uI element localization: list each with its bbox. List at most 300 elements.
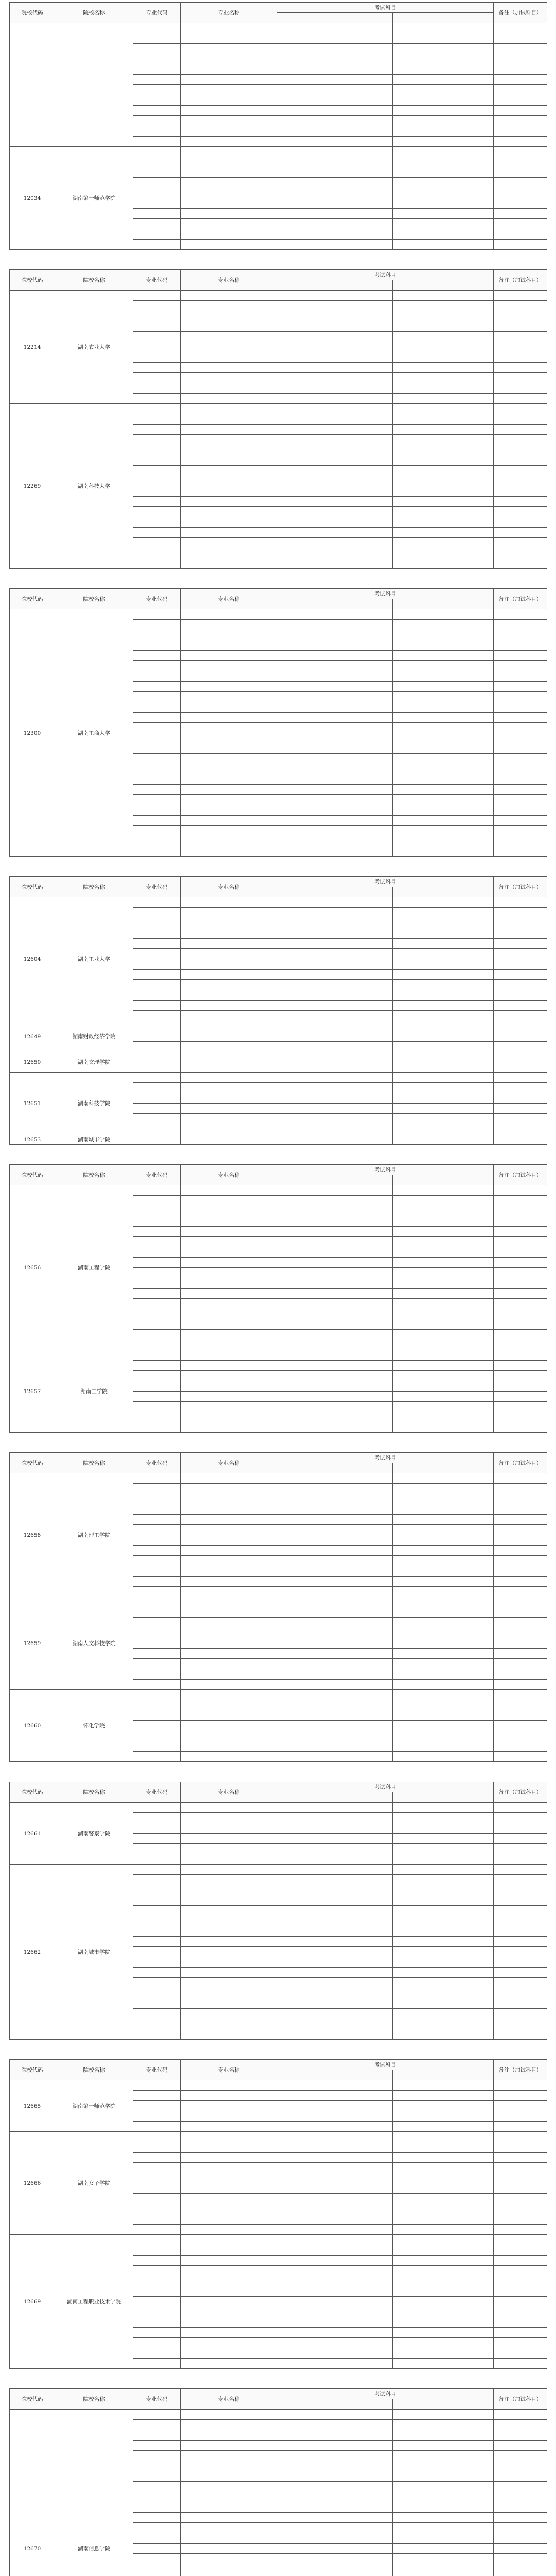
table-cell bbox=[181, 1484, 277, 1494]
table-cell bbox=[494, 1299, 547, 1309]
table-cell bbox=[181, 2245, 277, 2256]
table-cell bbox=[393, 671, 494, 682]
table-cell bbox=[494, 980, 547, 990]
header-major-code: 专业代码 bbox=[133, 3, 181, 23]
table-cell bbox=[494, 1021, 547, 1031]
header-subject-a bbox=[277, 1175, 335, 1185]
table-cell bbox=[181, 2142, 277, 2153]
table-cell bbox=[181, 908, 277, 918]
table-cell bbox=[181, 2153, 277, 2163]
table-cell bbox=[335, 2009, 393, 2019]
table-cell bbox=[277, 1834, 335, 1844]
table-cell bbox=[181, 1968, 277, 1978]
admissions-table bbox=[9, 1452, 547, 1762]
table-cell bbox=[335, 2554, 393, 2564]
table-cell bbox=[494, 1535, 547, 1546]
table-row bbox=[10, 1690, 547, 1700]
table-cell bbox=[133, 692, 181, 702]
table-cell bbox=[277, 2554, 335, 2564]
table-cell bbox=[133, 1124, 181, 1134]
table-cell bbox=[277, 692, 335, 702]
table-cell bbox=[494, 75, 547, 85]
table-cell bbox=[133, 188, 181, 198]
table-cell bbox=[181, 64, 277, 75]
header-college-name: 院校名称 bbox=[55, 270, 133, 291]
table-cell bbox=[494, 209, 547, 219]
table-cell bbox=[393, 486, 494, 497]
table-cell bbox=[335, 1566, 393, 1577]
college-name-cell: 湖南农业大学 bbox=[55, 291, 133, 404]
header-remark: 备注（加试科目） bbox=[494, 589, 547, 609]
college-code-cell: 12662 bbox=[10, 1865, 55, 2040]
table-cell bbox=[277, 1073, 335, 1083]
table-cell bbox=[181, 1268, 277, 1278]
table-cell bbox=[133, 1937, 181, 1947]
table-cell bbox=[393, 240, 494, 250]
table-cell bbox=[393, 785, 494, 795]
table-cell bbox=[181, 2513, 277, 2523]
table-cell bbox=[494, 445, 547, 455]
table-cell bbox=[277, 1823, 335, 1834]
table-cell bbox=[494, 2317, 547, 2328]
table-cell bbox=[277, 2153, 335, 2163]
admissions-table bbox=[9, 588, 547, 857]
header-major-name: 专业名称 bbox=[181, 589, 277, 609]
table-cell bbox=[181, 754, 277, 764]
table-cell bbox=[133, 970, 181, 980]
table-cell bbox=[181, 1052, 277, 1062]
table-cell bbox=[277, 2204, 335, 2214]
header-college-code: 院校代码 bbox=[10, 1453, 55, 1473]
college-code-cell: 12658 bbox=[10, 1473, 55, 1597]
table-cell bbox=[494, 2348, 547, 2359]
table-cell bbox=[277, 1546, 335, 1556]
table-cell bbox=[393, 1628, 494, 1638]
table-cell bbox=[494, 2019, 547, 2029]
table-cell bbox=[181, 671, 277, 682]
college-code-cell: 12604 bbox=[10, 897, 55, 1021]
table-cell bbox=[277, 970, 335, 980]
table-cell bbox=[133, 157, 181, 167]
table-cell bbox=[393, 630, 494, 640]
table-cell bbox=[133, 352, 181, 363]
table-cell bbox=[494, 1525, 547, 1535]
table-cell bbox=[277, 2029, 335, 2040]
table-cell bbox=[494, 558, 547, 569]
table-cell bbox=[494, 23, 547, 33]
table-cell bbox=[393, 209, 494, 219]
table-cell bbox=[494, 435, 547, 445]
table-cell bbox=[494, 425, 547, 435]
table-cell bbox=[277, 1947, 335, 1957]
table-cell bbox=[181, 1957, 277, 1968]
table-cell bbox=[181, 1330, 277, 1340]
table-cell bbox=[393, 1093, 494, 1104]
table-cell bbox=[277, 836, 335, 846]
table-cell bbox=[277, 167, 335, 178]
table-cell bbox=[277, 466, 335, 476]
table-cell bbox=[181, 1741, 277, 1752]
table-cell bbox=[181, 918, 277, 928]
college-name-cell: 湖南科技学院 bbox=[55, 1073, 133, 1134]
table-cell bbox=[181, 1721, 277, 1731]
table-cell bbox=[393, 517, 494, 528]
table-cell bbox=[335, 651, 393, 661]
table-cell bbox=[494, 528, 547, 538]
table-cell bbox=[494, 661, 547, 671]
table-cell bbox=[393, 157, 494, 167]
table-cell bbox=[277, 383, 335, 394]
college-name-cell: 湖南财政经济学院 bbox=[55, 1021, 133, 1052]
table-cell bbox=[393, 2245, 494, 2256]
table-cell bbox=[494, 1083, 547, 1093]
table-cell bbox=[393, 1937, 494, 1947]
table-cell bbox=[277, 1978, 335, 1988]
table-cell bbox=[335, 1937, 393, 1947]
table-cell bbox=[494, 1813, 547, 1823]
table-cell bbox=[277, 2574, 335, 2576]
table-cell bbox=[335, 713, 393, 723]
table-cell bbox=[133, 2029, 181, 2040]
table-cell bbox=[335, 908, 393, 918]
table-cell bbox=[277, 33, 335, 44]
table-cell bbox=[494, 157, 547, 167]
college-name-cell: 湖南科技大学 bbox=[55, 404, 133, 569]
table-cell bbox=[335, 373, 393, 383]
table-cell bbox=[181, 1021, 277, 1031]
table-cell bbox=[393, 1124, 494, 1134]
table-cell bbox=[133, 774, 181, 785]
table-cell bbox=[494, 1216, 547, 1227]
table-cell bbox=[181, 651, 277, 661]
header-subject-b bbox=[335, 887, 393, 897]
college-name-cell: 湖南第一师范学院 bbox=[55, 147, 133, 250]
table-cell bbox=[494, 2214, 547, 2225]
table-cell bbox=[133, 1556, 181, 1566]
table-cell bbox=[393, 85, 494, 95]
table-cell bbox=[393, 1350, 494, 1361]
table-row bbox=[10, 147, 547, 157]
table-cell bbox=[133, 2286, 181, 2297]
table-cell bbox=[335, 85, 393, 95]
header-college-name: 院校名称 bbox=[55, 877, 133, 897]
table-cell bbox=[181, 106, 277, 116]
table-cell bbox=[335, 1895, 393, 1906]
table-cell bbox=[494, 743, 547, 754]
table-cell bbox=[494, 609, 547, 620]
table-cell bbox=[335, 2080, 393, 2091]
table-cell bbox=[494, 44, 547, 54]
table-cell bbox=[133, 116, 181, 126]
table-cell bbox=[335, 1247, 393, 1258]
table-cell bbox=[494, 2256, 547, 2266]
table-cell bbox=[181, 2019, 277, 2029]
table-cell bbox=[393, 394, 494, 404]
table-cell bbox=[494, 548, 547, 558]
table-cell bbox=[494, 2338, 547, 2348]
table-cell bbox=[393, 1535, 494, 1546]
table-cell bbox=[277, 1566, 335, 1577]
table-cell bbox=[277, 1525, 335, 1535]
table-cell bbox=[133, 2153, 181, 2163]
table-cell bbox=[277, 1412, 335, 1422]
table-cell bbox=[277, 816, 335, 826]
table-cell bbox=[335, 1731, 393, 1741]
table-cell bbox=[133, 497, 181, 507]
table-cell bbox=[393, 342, 494, 352]
table-cell bbox=[181, 425, 277, 435]
table-cell bbox=[277, 1381, 335, 1392]
table-cell bbox=[335, 1607, 393, 1618]
table-cell bbox=[277, 1607, 335, 1618]
table-cell bbox=[181, 2101, 277, 2111]
table-cell bbox=[277, 1062, 335, 1073]
table-cell bbox=[335, 2183, 393, 2194]
table-cell bbox=[181, 507, 277, 517]
table-cell bbox=[335, 661, 393, 671]
table-cell bbox=[393, 1566, 494, 1577]
table-cell bbox=[494, 1052, 547, 1062]
header-remark: 备注（加试科目） bbox=[494, 3, 547, 23]
table-cell bbox=[393, 2307, 494, 2317]
table-cell bbox=[393, 147, 494, 157]
table-cell bbox=[335, 558, 393, 569]
table-cell bbox=[277, 671, 335, 682]
table-cell bbox=[494, 1649, 547, 1659]
header-college-code: 院校代码 bbox=[10, 1782, 55, 1803]
table-cell bbox=[393, 1484, 494, 1494]
table-cell bbox=[335, 826, 393, 836]
table-cell bbox=[181, 2482, 277, 2492]
header-subject-c bbox=[393, 599, 494, 609]
table-cell bbox=[277, 2194, 335, 2204]
table-cell bbox=[133, 229, 181, 240]
table-cell bbox=[181, 1906, 277, 1916]
table-cell bbox=[393, 2111, 494, 2122]
table-cell bbox=[133, 959, 181, 970]
header-subject-c bbox=[393, 1175, 494, 1185]
table-cell bbox=[277, 435, 335, 445]
table-cell bbox=[494, 2122, 547, 2132]
table-cell bbox=[277, 2173, 335, 2183]
table-cell bbox=[277, 1340, 335, 1350]
table-cell bbox=[494, 2142, 547, 2153]
table-cell bbox=[181, 1185, 277, 1196]
header-college-name: 院校名称 bbox=[55, 589, 133, 609]
table-cell bbox=[494, 219, 547, 229]
table-cell bbox=[393, 507, 494, 517]
table-cell bbox=[181, 2410, 277, 2420]
table-cell bbox=[494, 1196, 547, 1206]
table-cell bbox=[494, 1237, 547, 1247]
table-cell bbox=[181, 229, 277, 240]
table-cell bbox=[393, 1361, 494, 1371]
table-cell bbox=[335, 1021, 393, 1031]
table-cell bbox=[277, 2142, 335, 2153]
table-cell bbox=[335, 198, 393, 209]
table-cell bbox=[494, 816, 547, 826]
table-cell bbox=[133, 1844, 181, 1854]
header-subject-c bbox=[393, 1463, 494, 1473]
table-cell bbox=[133, 651, 181, 661]
header-subject-c bbox=[393, 887, 494, 897]
table-cell bbox=[277, 219, 335, 229]
college-name-cell: 怀化学院 bbox=[55, 1690, 133, 1762]
table-cell bbox=[494, 2194, 547, 2204]
table-cell bbox=[181, 548, 277, 558]
table-cell bbox=[335, 517, 393, 528]
table-cell bbox=[181, 2461, 277, 2471]
table-cell bbox=[133, 1690, 181, 1700]
college-code-cell: 12657 bbox=[10, 1350, 55, 1433]
table-cell bbox=[277, 1926, 335, 1937]
table-cell bbox=[181, 1638, 277, 1649]
table-cell bbox=[133, 1865, 181, 1875]
table-cell bbox=[133, 1597, 181, 1607]
table-cell bbox=[393, 476, 494, 486]
table-cell bbox=[133, 1093, 181, 1104]
table-cell bbox=[277, 1535, 335, 1546]
table-cell bbox=[393, 1988, 494, 1998]
table-cell bbox=[335, 2163, 393, 2173]
table-cell bbox=[335, 2359, 393, 2369]
table-cell bbox=[181, 2307, 277, 2317]
table-cell bbox=[133, 2163, 181, 2173]
table-cell bbox=[494, 1721, 547, 1731]
table-cell bbox=[277, 651, 335, 661]
table-cell bbox=[335, 1875, 393, 1885]
header-subject-a bbox=[277, 887, 335, 897]
table-cell bbox=[393, 1289, 494, 1299]
table-cell bbox=[277, 2513, 335, 2523]
table-cell bbox=[181, 1073, 277, 1083]
table-cell bbox=[277, 1114, 335, 1124]
table-cell bbox=[494, 2513, 547, 2523]
table-cell bbox=[335, 2544, 393, 2554]
table-cell bbox=[133, 2266, 181, 2276]
table-cell bbox=[181, 1885, 277, 1895]
table-cell bbox=[494, 95, 547, 106]
table-cell bbox=[335, 692, 393, 702]
table-cell bbox=[393, 2214, 494, 2225]
table-cell bbox=[335, 95, 393, 106]
header-college-name: 院校名称 bbox=[55, 1782, 133, 1803]
table-cell bbox=[335, 33, 393, 44]
table-cell bbox=[277, 2080, 335, 2091]
table-cell bbox=[393, 219, 494, 229]
header-subject-a bbox=[277, 2070, 335, 2080]
table-cell bbox=[494, 1206, 547, 1216]
table-cell bbox=[393, 1011, 494, 1021]
table-cell bbox=[133, 1813, 181, 1823]
table-cell bbox=[277, 147, 335, 157]
table-cell bbox=[335, 1196, 393, 1206]
table-cell bbox=[393, 106, 494, 116]
table-cell bbox=[133, 2297, 181, 2307]
table-cell bbox=[335, 1854, 393, 1865]
table-cell bbox=[494, 33, 547, 44]
table-cell bbox=[494, 497, 547, 507]
table-cell bbox=[277, 137, 335, 147]
table-cell bbox=[181, 1361, 277, 1371]
table-cell bbox=[393, 1268, 494, 1278]
table-cell bbox=[277, 733, 335, 743]
table-cell bbox=[335, 352, 393, 363]
table-cell bbox=[335, 1947, 393, 1957]
table-cell bbox=[393, 980, 494, 990]
table-cell bbox=[133, 1546, 181, 1556]
table-cell bbox=[335, 1556, 393, 1566]
table-cell bbox=[277, 1042, 335, 1052]
table-cell bbox=[133, 2142, 181, 2153]
table-cell bbox=[335, 2173, 393, 2183]
table-cell bbox=[181, 321, 277, 332]
table-cell bbox=[335, 497, 393, 507]
table-cell bbox=[494, 1330, 547, 1340]
table-cell bbox=[393, 1473, 494, 1484]
table-cell bbox=[181, 2214, 277, 2225]
header-subject-a bbox=[277, 1792, 335, 1803]
table-cell bbox=[393, 1309, 494, 1319]
table-cell bbox=[335, 1504, 393, 1515]
table-cell bbox=[181, 928, 277, 939]
table-cell bbox=[181, 414, 277, 425]
table-cell bbox=[181, 713, 277, 723]
table-cell bbox=[133, 682, 181, 692]
table-cell bbox=[133, 1216, 181, 1227]
table-cell bbox=[335, 54, 393, 64]
table-cell bbox=[181, 2441, 277, 2451]
table-cell bbox=[133, 1566, 181, 1577]
table-cell bbox=[277, 425, 335, 435]
table-cell bbox=[277, 1700, 335, 1710]
table-cell bbox=[133, 1741, 181, 1752]
table-cell bbox=[494, 1566, 547, 1577]
table-cell bbox=[335, 342, 393, 352]
header-major-name: 专业名称 bbox=[181, 3, 277, 23]
table-cell bbox=[133, 2173, 181, 2183]
table-cell bbox=[335, 1381, 393, 1392]
table-block bbox=[9, 1452, 547, 1762]
table-cell bbox=[393, 1968, 494, 1978]
table-cell bbox=[181, 2080, 277, 2091]
table-cell bbox=[181, 1104, 277, 1114]
table-cell bbox=[277, 2492, 335, 2502]
table-cell bbox=[393, 1227, 494, 1237]
table-row bbox=[10, 2410, 547, 2420]
table-row bbox=[10, 1052, 547, 1062]
table-cell bbox=[181, 486, 277, 497]
table-cell bbox=[494, 723, 547, 733]
table-cell bbox=[494, 2533, 547, 2544]
table-cell bbox=[494, 990, 547, 1001]
table-cell bbox=[393, 137, 494, 147]
table-cell bbox=[494, 774, 547, 785]
table-cell bbox=[277, 795, 335, 805]
table-cell bbox=[494, 620, 547, 630]
table-cell bbox=[335, 1988, 393, 1998]
header-remark: 备注（加试科目） bbox=[494, 2060, 547, 2080]
table-cell bbox=[393, 2482, 494, 2492]
table-cell bbox=[133, 2132, 181, 2142]
table-block bbox=[9, 1164, 547, 1433]
table-cell bbox=[133, 240, 181, 250]
table-cell bbox=[393, 723, 494, 733]
college-name-cell: 湖南工程学院 bbox=[55, 1185, 133, 1350]
table-cell bbox=[494, 2297, 547, 2307]
table-cell bbox=[133, 2471, 181, 2482]
table-cell bbox=[277, 311, 335, 321]
